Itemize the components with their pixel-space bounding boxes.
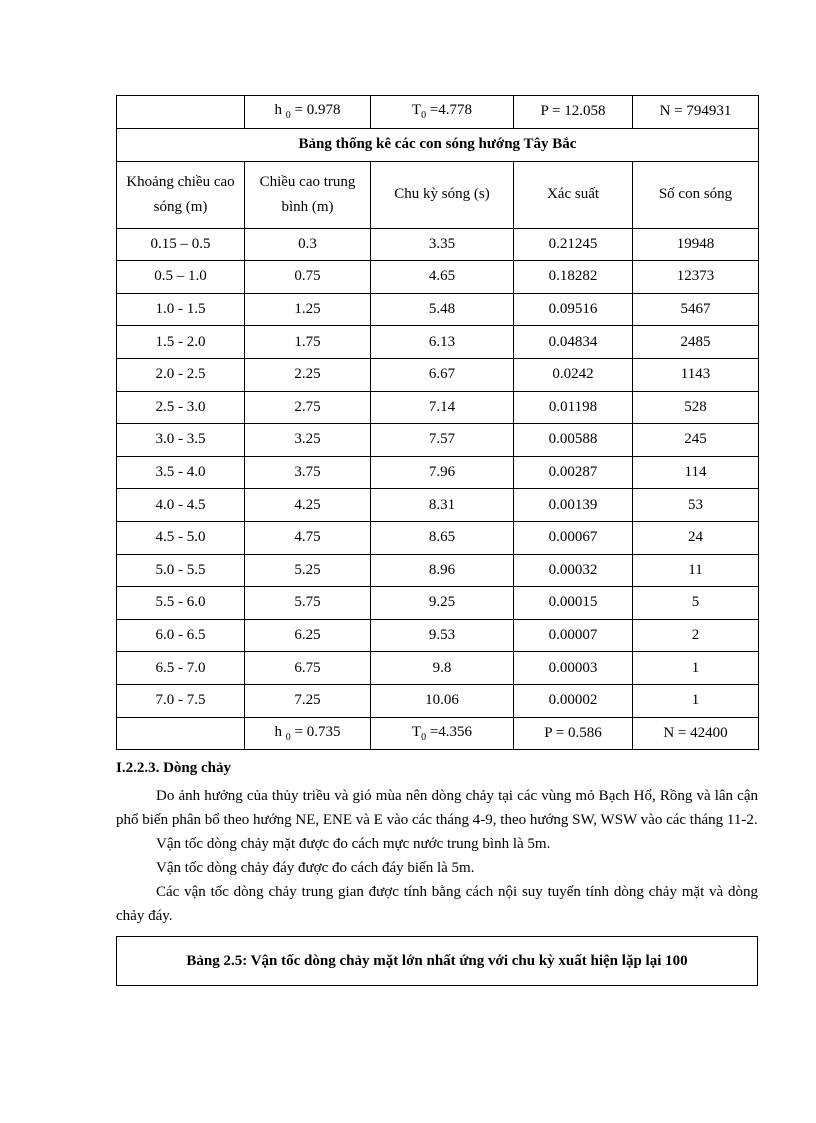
table-header-row (117, 161, 759, 228)
table-cell: 11 (633, 554, 759, 587)
table-cell: 4.0 - 4.5 (117, 489, 245, 522)
document-page (116, 95, 758, 986)
table-cell: 0.00015 (514, 587, 633, 620)
t0-cell: $T_0 =4.778$ (371, 96, 514, 129)
table-cell: 7.14 (371, 391, 514, 424)
table-row (117, 261, 759, 294)
p-cell: P = 12.058 (514, 96, 633, 129)
section-heading: I.2.2.3. Dòng chảy (116, 760, 232, 777)
table-row (117, 652, 759, 685)
next-table-title: Bảng 2.5: Vận tốc dòng chảy mặt lớn nhất ứng với chu kỳ xuất hiện lặp lại 100 (116, 936, 758, 986)
table-cell: 4.5 - 5.0 (117, 521, 245, 554)
table-cell: 245 (633, 424, 759, 457)
empty-cell (117, 717, 245, 750)
table-cell: 1.75 (245, 326, 371, 359)
table-cell: 7.96 (371, 456, 514, 489)
header-cell: Chu kỳ sóng (s) (371, 161, 514, 228)
table-cell: 19948 (633, 228, 759, 261)
table-cell: 0.00588 (514, 424, 633, 457)
table-cell: 0.5 – 1.0 (117, 261, 245, 294)
table-cell: 0.0242 (514, 358, 633, 391)
table-row (117, 521, 759, 554)
table-cell: 5467 (633, 293, 759, 326)
table-cell: 528 (633, 391, 759, 424)
table-cell: 2 (633, 619, 759, 652)
table-cell: 1143 (633, 358, 759, 391)
table-cell: 2485 (633, 326, 759, 359)
table-caption-row (117, 128, 759, 161)
p-cell: P = 0.586 (514, 717, 633, 750)
t0-cell: $T_0 =4.356$ (371, 717, 514, 750)
table-cell: 5.48 (371, 293, 514, 326)
table-cell: 9.8 (371, 652, 514, 685)
table-cell: 0.00139 (514, 489, 633, 522)
table-cell: 6.25 (245, 619, 371, 652)
table-cell: 5.25 (245, 554, 371, 587)
paragraph: Các vận tốc dòng chảy trung gian được tính bằng cách nội suy tuyến tính dòng chảy mặt và dòng chảy đáy. (116, 884, 758, 925)
table-row (117, 293, 759, 326)
table-cell: 6.67 (371, 358, 514, 391)
table-cell: 4.65 (371, 261, 514, 294)
table-cell: 7.0 - 7.5 (117, 684, 245, 717)
table-cell: 9.53 (371, 619, 514, 652)
header-cell: Số con sóng (633, 161, 759, 228)
table-cell: 10.06 (371, 684, 514, 717)
table-cell: 0.75 (245, 261, 371, 294)
table-row (117, 228, 759, 261)
table-cell: 2.25 (245, 358, 371, 391)
paragraph: Vận tốc dòng chảy mặt được đo cách mực nước trung bình là 5m. (156, 836, 551, 853)
table-row (117, 424, 759, 457)
table-cell: 1 (633, 684, 759, 717)
table-cell: 3.75 (245, 456, 371, 489)
table-cell: 0.00003 (514, 652, 633, 685)
h0-cell: h $_0$ = 0.735 (245, 717, 371, 750)
table-cell: 9.25 (371, 587, 514, 620)
table-cell: 1.5 - 2.0 (117, 326, 245, 359)
table-cell: 6.5 - 7.0 (117, 652, 245, 685)
summary-row (117, 717, 759, 750)
table-row (117, 619, 759, 652)
table-cell: 12373 (633, 261, 759, 294)
table-row (117, 684, 759, 717)
table-cell: 2.0 - 2.5 (117, 358, 245, 391)
header-cell: Khoảng chiều cao sóng (m) (117, 161, 245, 228)
table-cell: 0.01198 (514, 391, 633, 424)
table-cell: 0.15 – 0.5 (117, 228, 245, 261)
table-cell: 0.04834 (514, 326, 633, 359)
table-cell: 1 (633, 652, 759, 685)
table-body (117, 228, 759, 717)
table-cell: 0.21245 (514, 228, 633, 261)
n-cell: N = 794931 (633, 96, 759, 129)
table-cell: 114 (633, 456, 759, 489)
table-cell: 2.5 - 3.0 (117, 391, 245, 424)
table-cell: 3.25 (245, 424, 371, 457)
table-cell: 24 (633, 521, 759, 554)
table-caption: Bảng thống kê các con sóng hướng Tây Bắc (117, 128, 759, 161)
table-cell: 3.35 (371, 228, 514, 261)
table-cell: 3.5 - 4.0 (117, 456, 245, 489)
table-cell: 0.00287 (514, 456, 633, 489)
header-cell: Chiều cao trung bình (m) (245, 161, 371, 228)
table-cell: 53 (633, 489, 759, 522)
n-cell: N = 42400 (633, 717, 759, 750)
table-row (117, 489, 759, 522)
table-row (117, 554, 759, 587)
table-row (117, 326, 759, 359)
table-row (117, 391, 759, 424)
table-cell: 8.65 (371, 521, 514, 554)
table-row (117, 587, 759, 620)
table-cell: 0.3 (245, 228, 371, 261)
table-cell: 5 (633, 587, 759, 620)
header-cell: Xác suất (514, 161, 633, 228)
table-cell: 0.00002 (514, 684, 633, 717)
table-cell: 4.75 (245, 521, 371, 554)
empty-cell (117, 96, 245, 129)
table-cell: 5.0 - 5.5 (117, 554, 245, 587)
table-cell: 7.25 (245, 684, 371, 717)
table-cell: 7.57 (371, 424, 514, 457)
paragraph: Do ảnh hưởng của thủy triều và gió mùa nên dòng chảy tại các vùng mỏ Bạch Hổ, Rồng và lân cận phổ biến phân bổ theo hướng NE, ENE và E vào các tháng 4-9, theo hướng SW, WSW vào các tháng 11-2. (116, 788, 758, 829)
table-cell: 8.31 (371, 489, 514, 522)
table-cell: 5.5 - 6.0 (117, 587, 245, 620)
table-row (117, 358, 759, 391)
table-row (117, 456, 759, 489)
table-cell: 3.0 - 3.5 (117, 424, 245, 457)
table-cell: 2.75 (245, 391, 371, 424)
table-cell: 5.75 (245, 587, 371, 620)
table-cell: 0.09516 (514, 293, 633, 326)
table-cell: 1.0 - 1.5 (117, 293, 245, 326)
table-cell: 0.18282 (514, 261, 633, 294)
table-cell: 0.00067 (514, 521, 633, 554)
paragraph: Vận tốc dòng chảy đáy được đo cách đáy biển là 5m. (156, 860, 475, 877)
wave-statistics-table (116, 95, 759, 750)
table-cell: 0.00032 (514, 554, 633, 587)
table-cell: 6.0 - 6.5 (117, 619, 245, 652)
table-cell: 8.96 (371, 554, 514, 587)
table-cell: 0.00007 (514, 619, 633, 652)
table-cell: 1.25 (245, 293, 371, 326)
table-cell: 6.75 (245, 652, 371, 685)
table-cell: 6.13 (371, 326, 514, 359)
h0-cell: h $_0$ = 0.978 (245, 96, 371, 129)
previous-summary-row (117, 96, 759, 129)
table-cell: 4.25 (245, 489, 371, 522)
